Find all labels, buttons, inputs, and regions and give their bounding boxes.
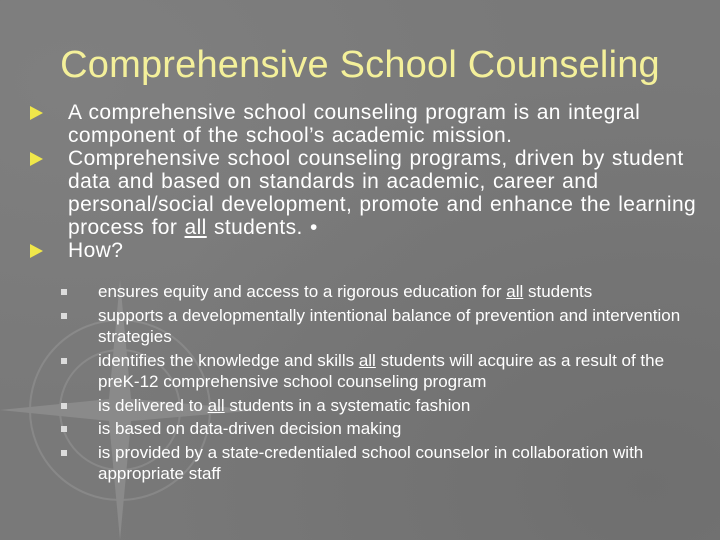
emphasis-all: all — [506, 282, 524, 301]
sub-bullet-text-end: students will acquire as a result of the preK-12 comprehensive school counseling program — [98, 350, 665, 391]
bullet-text: Comprehensive school counseling programs, driven by student data and based on standards in academic, career and personal/social development, promote and enhance the learning process for — [68, 147, 697, 239]
arrow-bullet-icon — [30, 152, 43, 166]
bullet-text: How? — [68, 239, 124, 262]
bullet-item-how — [30, 239, 700, 262]
square-bullet-icon — [61, 358, 67, 364]
sub-bullet-text: supports a developmentally intentional balance of prevention and intervention strategies — [98, 305, 681, 346]
sub-bullet-item — [60, 281, 700, 303]
sub-bullet-text: is delivered to — [98, 395, 208, 415]
sub-bullet-text: is based on data-driven decision making — [98, 419, 402, 438]
sub-bullet-item — [60, 395, 700, 417]
arrow-bullet-icon — [30, 244, 43, 258]
sub-bullet-item — [60, 305, 700, 348]
square-bullet-icon — [61, 403, 67, 409]
sub-bullet-item — [60, 350, 700, 393]
main-bullet-list — [30, 101, 700, 262]
arrow-bullet-icon — [30, 106, 43, 120]
square-bullet-icon — [61, 450, 67, 456]
sub-bullet-text-end: students in a systematic fashion — [224, 395, 471, 415]
square-bullet-icon — [61, 289, 67, 295]
bullet-item-programs-driven — [30, 147, 700, 239]
sub-bullet-text-end: students — [523, 282, 593, 301]
sub-bullet-text: ensures equity and access to a rigorous education for — [98, 282, 507, 301]
emphasis-all: all — [184, 216, 207, 239]
square-bullet-icon — [61, 313, 67, 319]
square-bullet-icon — [61, 426, 67, 432]
sub-bullet-text: is provided by a state-credentialed school counselor in collaboration with appropriate staff — [98, 442, 644, 483]
sub-bullet-text: identifies the knowledge and skills — [98, 350, 359, 370]
bullet-text: A comprehensive school counseling program is an integral component of the school’s academic mission. — [68, 101, 641, 147]
sub-bullet-item — [60, 418, 700, 440]
emphasis-all: all — [358, 350, 376, 370]
slide-title: Comprehensive School Counseling — [60, 44, 660, 86]
bullet-text-end: students. • — [206, 216, 318, 239]
emphasis-all: all — [207, 395, 225, 415]
bullet-item-program-integral — [30, 101, 700, 147]
sub-bullet-item — [60, 442, 700, 485]
sub-bullet-list — [60, 281, 700, 487]
